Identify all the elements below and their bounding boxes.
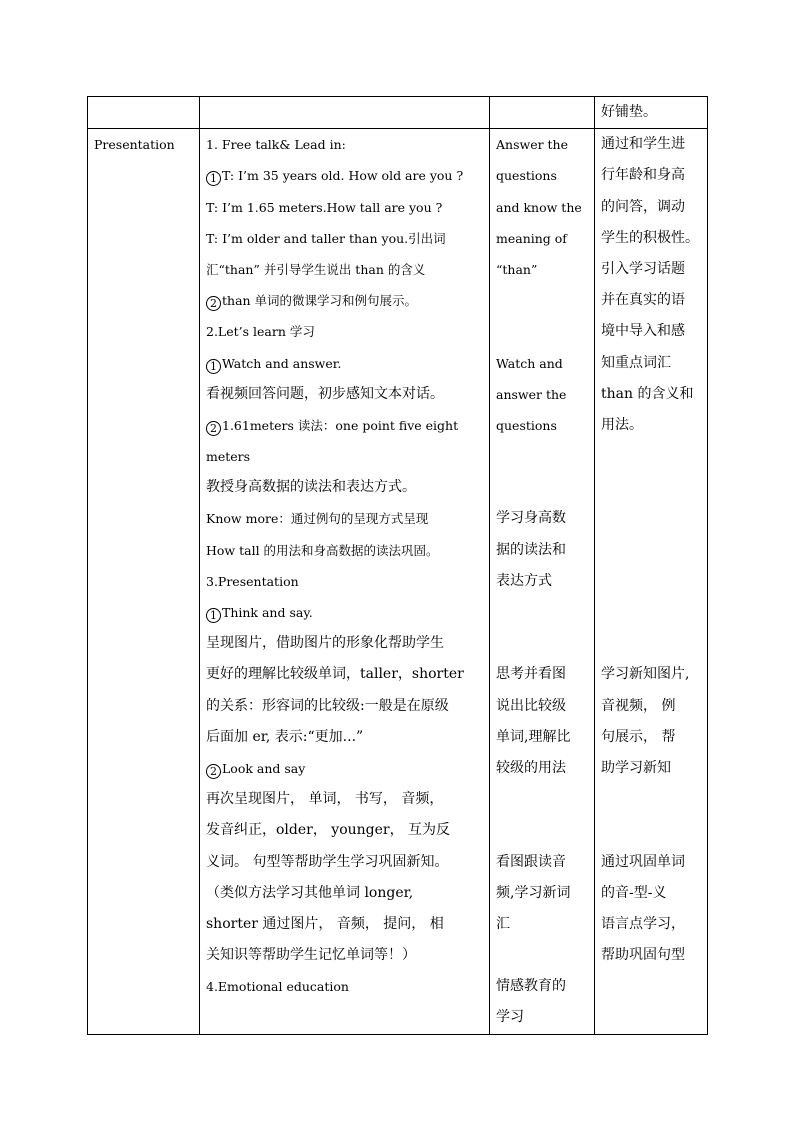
student-line: meaning of [496, 230, 567, 246]
student-line: “than” [496, 261, 538, 277]
student-activity-cell [490, 129, 595, 1034]
circled-number: 2 [206, 764, 221, 779]
procedure-line: 呈现图片，借助图片的形象化帮助学生 [206, 635, 444, 652]
procedure-line: 教授身高数据的读法和表达方式。 [206, 479, 416, 496]
purpose-line: 的音-型-义 [601, 884, 667, 901]
spacer [496, 441, 588, 472]
purpose-line: 的问答，调动 [601, 198, 685, 215]
procedure-line: T: I’m older and taller than you.引出词 [206, 230, 446, 246]
student-line [496, 815, 588, 846]
purpose-line: 音视频， 例 [601, 697, 676, 714]
procedure-line: 2 than 单词的微课学习和例句展示。 [206, 285, 483, 316]
procedure-line: 1 Think and say. [206, 597, 483, 628]
purpose-line: 通过和学生进 [601, 136, 685, 153]
spacer [496, 940, 588, 971]
table-cell [88, 97, 200, 129]
procedure-line: 义词。 句型等帮助学生学习巩固新知。 [206, 853, 449, 870]
student-line: 看图跟读音 [496, 853, 566, 870]
purpose-line: 通过巩固单词 [601, 853, 685, 870]
student-line: answer the [496, 386, 567, 402]
table-cell [490, 97, 595, 129]
procedure-line: （类似方法学习其他单词 longer, [206, 884, 414, 901]
procedure-line: 1 T: I’m 35 years old. How old are you ? [206, 160, 483, 191]
purpose-line: 学生的积极性。 [601, 229, 699, 246]
procedure-line: 4.Emotional education [206, 979, 349, 995]
table-cell [200, 97, 490, 129]
student-line: 思考并看图 [496, 666, 566, 683]
procedure-line: shorter 通过图片， 音频， 提问， 相 [206, 915, 444, 932]
student-line: 较级的用法 [496, 759, 566, 776]
purpose-line: 引入学习话题 [601, 260, 685, 277]
purpose-line: 助学习新知 [601, 759, 671, 776]
procedure-line: 2 1.61meters 读法：one point five eight [206, 410, 483, 441]
spacer [601, 628, 701, 659]
spacer [601, 597, 701, 628]
procedure-line: meters [206, 449, 251, 465]
circled-number: 1 [206, 359, 221, 374]
spacer [601, 784, 701, 815]
procedure-line: T: I’m 1.65 meters.How tall are you ? [206, 199, 443, 215]
circled-number: 2 [206, 421, 221, 436]
spacer [496, 285, 588, 316]
purpose-line: 知重点词汇 [601, 354, 671, 371]
procedure-line: 1. Free talk& Lead in: [206, 137, 346, 153]
procedure-line: 汇“than” 并引导学生说出 than 的含义 [206, 261, 426, 277]
procedure-line: 2.Let’s learn 学习 [206, 324, 315, 340]
student-line: questions [496, 417, 557, 433]
procedure-line: 1 Watch and answer. [206, 348, 483, 379]
spacer [496, 472, 588, 503]
procedure-line: 关知识等帮助学生记忆单词等！） [206, 947, 416, 964]
circled-number: 1 [206, 171, 221, 186]
student-line: 学习身高数 [496, 510, 566, 527]
spacer [601, 472, 701, 503]
spacer [601, 441, 701, 472]
circled-number: 2 [206, 296, 221, 311]
purpose-line: 语言点学习， [601, 915, 685, 932]
procedure-line: How tall 的用法和身高数据的读法巩固。 [206, 542, 439, 558]
stage-label: Presentation [94, 137, 175, 153]
spacer [601, 815, 701, 846]
purpose-line: 境中导入和感 [601, 323, 685, 340]
purpose-line: 并在真实的语 [601, 292, 685, 309]
procedure-line: Know more：通过例句的呈现方式呈现 [206, 511, 429, 527]
purpose-line: 句展示， 帮 [601, 728, 676, 745]
procedure-line: 发音纠正，older， younger， 互为反 [206, 822, 451, 839]
student-line: 汇 [496, 915, 510, 932]
table-row [88, 97, 708, 129]
table-row [88, 129, 708, 1034]
purpose-line: 用法。 [601, 416, 643, 433]
spacer [496, 784, 588, 815]
spacer [496, 316, 588, 347]
spacer [496, 628, 588, 659]
student-line: 据的读法和 [496, 541, 566, 558]
purpose-line: 学习新知图片, [601, 666, 690, 683]
procedure-line: 2 Look and say [206, 753, 483, 784]
student-line: 频,学习新词 [496, 884, 571, 901]
purpose-line: 帮助巩固句型 [601, 947, 685, 964]
purpose-line: 好铺垫。 [601, 104, 657, 120]
procedure-line: 更好的理解比较级单词，taller，shorter [206, 666, 464, 683]
student-line: Watch and [496, 355, 563, 371]
table-cell [595, 97, 708, 129]
student-line: 说出比较级 [496, 697, 566, 714]
procedure-line: 3.Presentation [206, 573, 299, 589]
design-purpose-cell [595, 129, 708, 1034]
procedure-cell [200, 129, 490, 1034]
student-line: questions [496, 168, 557, 184]
student-line: and know the [496, 199, 582, 215]
purpose-line: than 的含义和 [601, 385, 694, 402]
student-line: 表达方式 [496, 572, 552, 589]
purpose-line: 行年龄和身高 [601, 167, 685, 184]
procedure-line: 后面加 er, 表示:“更加...” [206, 728, 364, 745]
procedure-line: 再次呈现图片， 单词， 书写， 音频， [206, 791, 444, 808]
student-line: Answer the [496, 137, 569, 153]
student-line: 单词,理解比 [496, 728, 571, 745]
spacer [601, 535, 701, 566]
spacer [601, 503, 701, 534]
circled-number: 1 [206, 608, 221, 623]
spacer [601, 566, 701, 597]
procedure-line: 看视频回答问题，初步感知文本对话。 [206, 385, 444, 402]
stage-cell [88, 129, 200, 1034]
spacer [496, 597, 588, 628]
student-line: 情感教育的 [496, 978, 566, 995]
lesson-plan-table [87, 96, 708, 1035]
procedure-line: 的关系：形容词的比较级:一般是在原级 [206, 697, 449, 714]
student-line: 学习 [496, 1009, 524, 1026]
